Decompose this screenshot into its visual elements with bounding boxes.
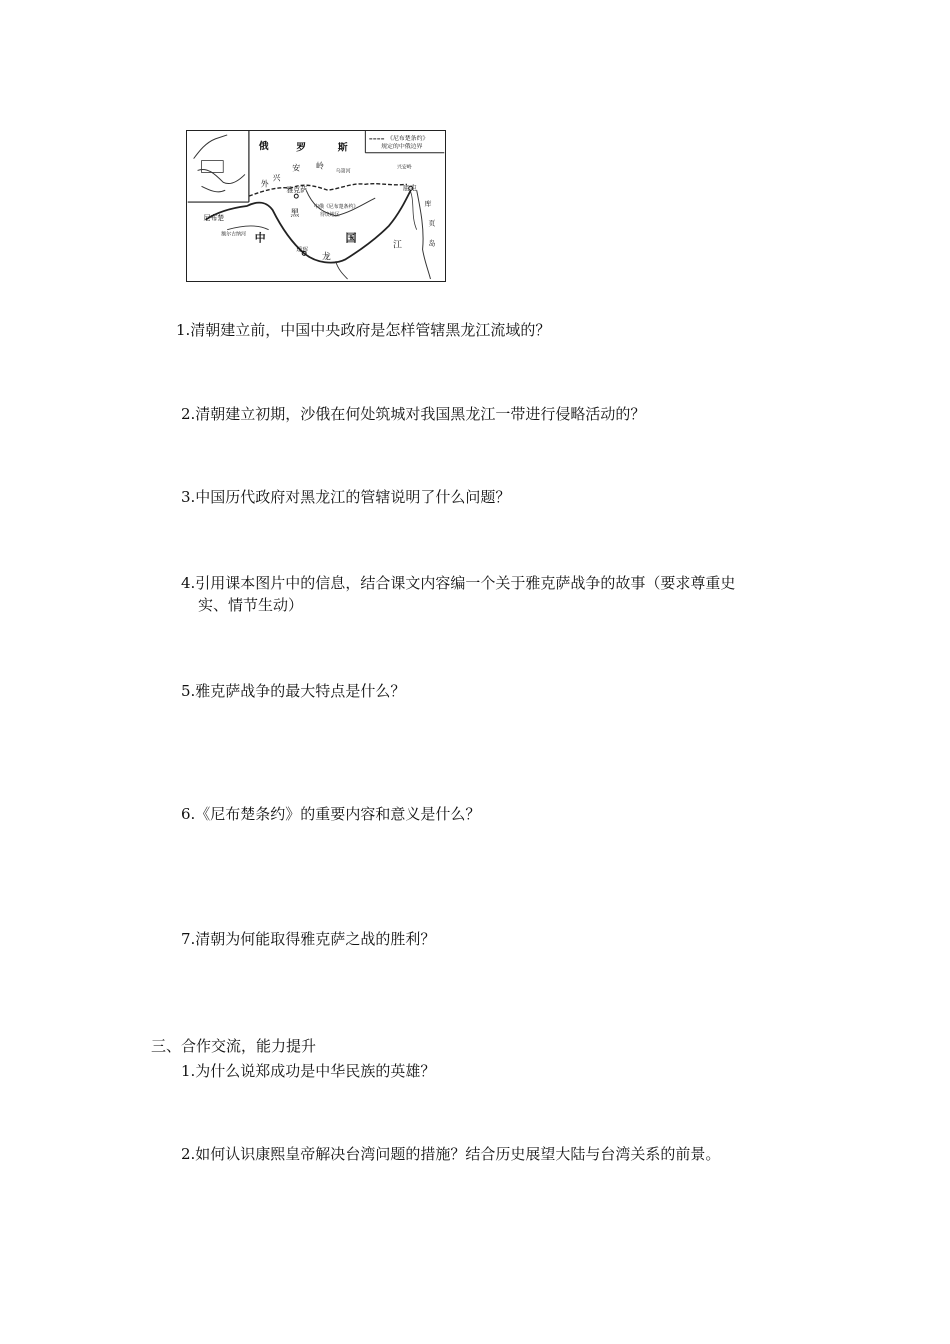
legend-line-2: 规定的中俄边界 — [381, 143, 423, 150]
question-4-line-1: 4.引用课本图片中的信息，结合课文内容编一个关于雅克萨战争的故事（要求尊重史 — [181, 574, 736, 592]
map-svg — [187, 131, 445, 281]
question-7: 7.清朝为何能取得雅克萨之战的胜利？ — [181, 930, 436, 948]
question-3: 3.中国历代政府对黑龙江的管辖说明了什么问题？ — [181, 488, 511, 506]
label-yakesa: 雅克萨 — [286, 186, 308, 195]
section-3-heading: 三、合作交流，能力提升 — [151, 1037, 317, 1055]
question-4 — [181, 572, 821, 616]
label-xing-2: 兴 — [272, 173, 281, 183]
label-kuye-2: 页 — [428, 219, 436, 228]
question-5: 5.雅克萨战争的最大特点是什么？ — [181, 682, 406, 700]
label-miaojie: 庙屯 — [402, 184, 417, 193]
question-4-line-2: 实、情节生动） — [198, 596, 304, 614]
label-treaty-area-2: 待议地区 — [319, 211, 340, 218]
question-6: 6.《尼布楚条约》的重要内容和意义是什么？ — [181, 805, 481, 823]
label-xingan-left: 兴安岭 — [396, 164, 412, 171]
label-treaty-area-1: 中俄《尼布楚条约》 — [314, 203, 359, 210]
historical-map — [186, 130, 446, 282]
label-russia-2: 罗 — [296, 142, 307, 154]
label-heilong-2: 龙 — [321, 252, 331, 263]
label-ergun: 额尔古纳河 — [221, 231, 246, 238]
label-heilong-3: 江 — [392, 240, 402, 251]
question-1: 1.清朝建立前，中国中央政府是怎样管辖黑龙江流域的？ — [176, 321, 551, 339]
label-xing-3: 安 — [292, 163, 301, 173]
section-3-item-1: 1.为什么说郑成功是中华民族的英雄？ — [181, 1062, 436, 1080]
label-china-2: 国 — [345, 231, 357, 245]
label-kuye-3: 岛 — [428, 239, 436, 248]
label-aihui: 瑷珲 — [296, 247, 309, 254]
legend-line-1: 《尼布楚条约》 — [387, 135, 429, 142]
label-russia-1: 俄 — [258, 140, 269, 152]
label-wudi: 乌第河 — [335, 168, 351, 175]
label-russia-3: 斯 — [337, 142, 348, 154]
section-3-item-2: 2.如何认识康熙皇帝解决台湾问题的措施？结合历史展望大陆与台湾关系的前景。 — [181, 1145, 721, 1163]
label-xing-1: 外 — [260, 179, 269, 189]
label-nibuchu: 尼布楚 — [203, 213, 225, 222]
label-china-1: 中 — [254, 231, 266, 245]
question-2: 2.清朝建立初期，沙俄在何处筑城对我国黑龙江一带进行侵略活动的？ — [181, 405, 646, 423]
label-heilong-1: 黑 — [290, 208, 300, 219]
label-kuye-1: 库 — [424, 200, 432, 208]
label-xing-4: 岭 — [316, 161, 324, 171]
